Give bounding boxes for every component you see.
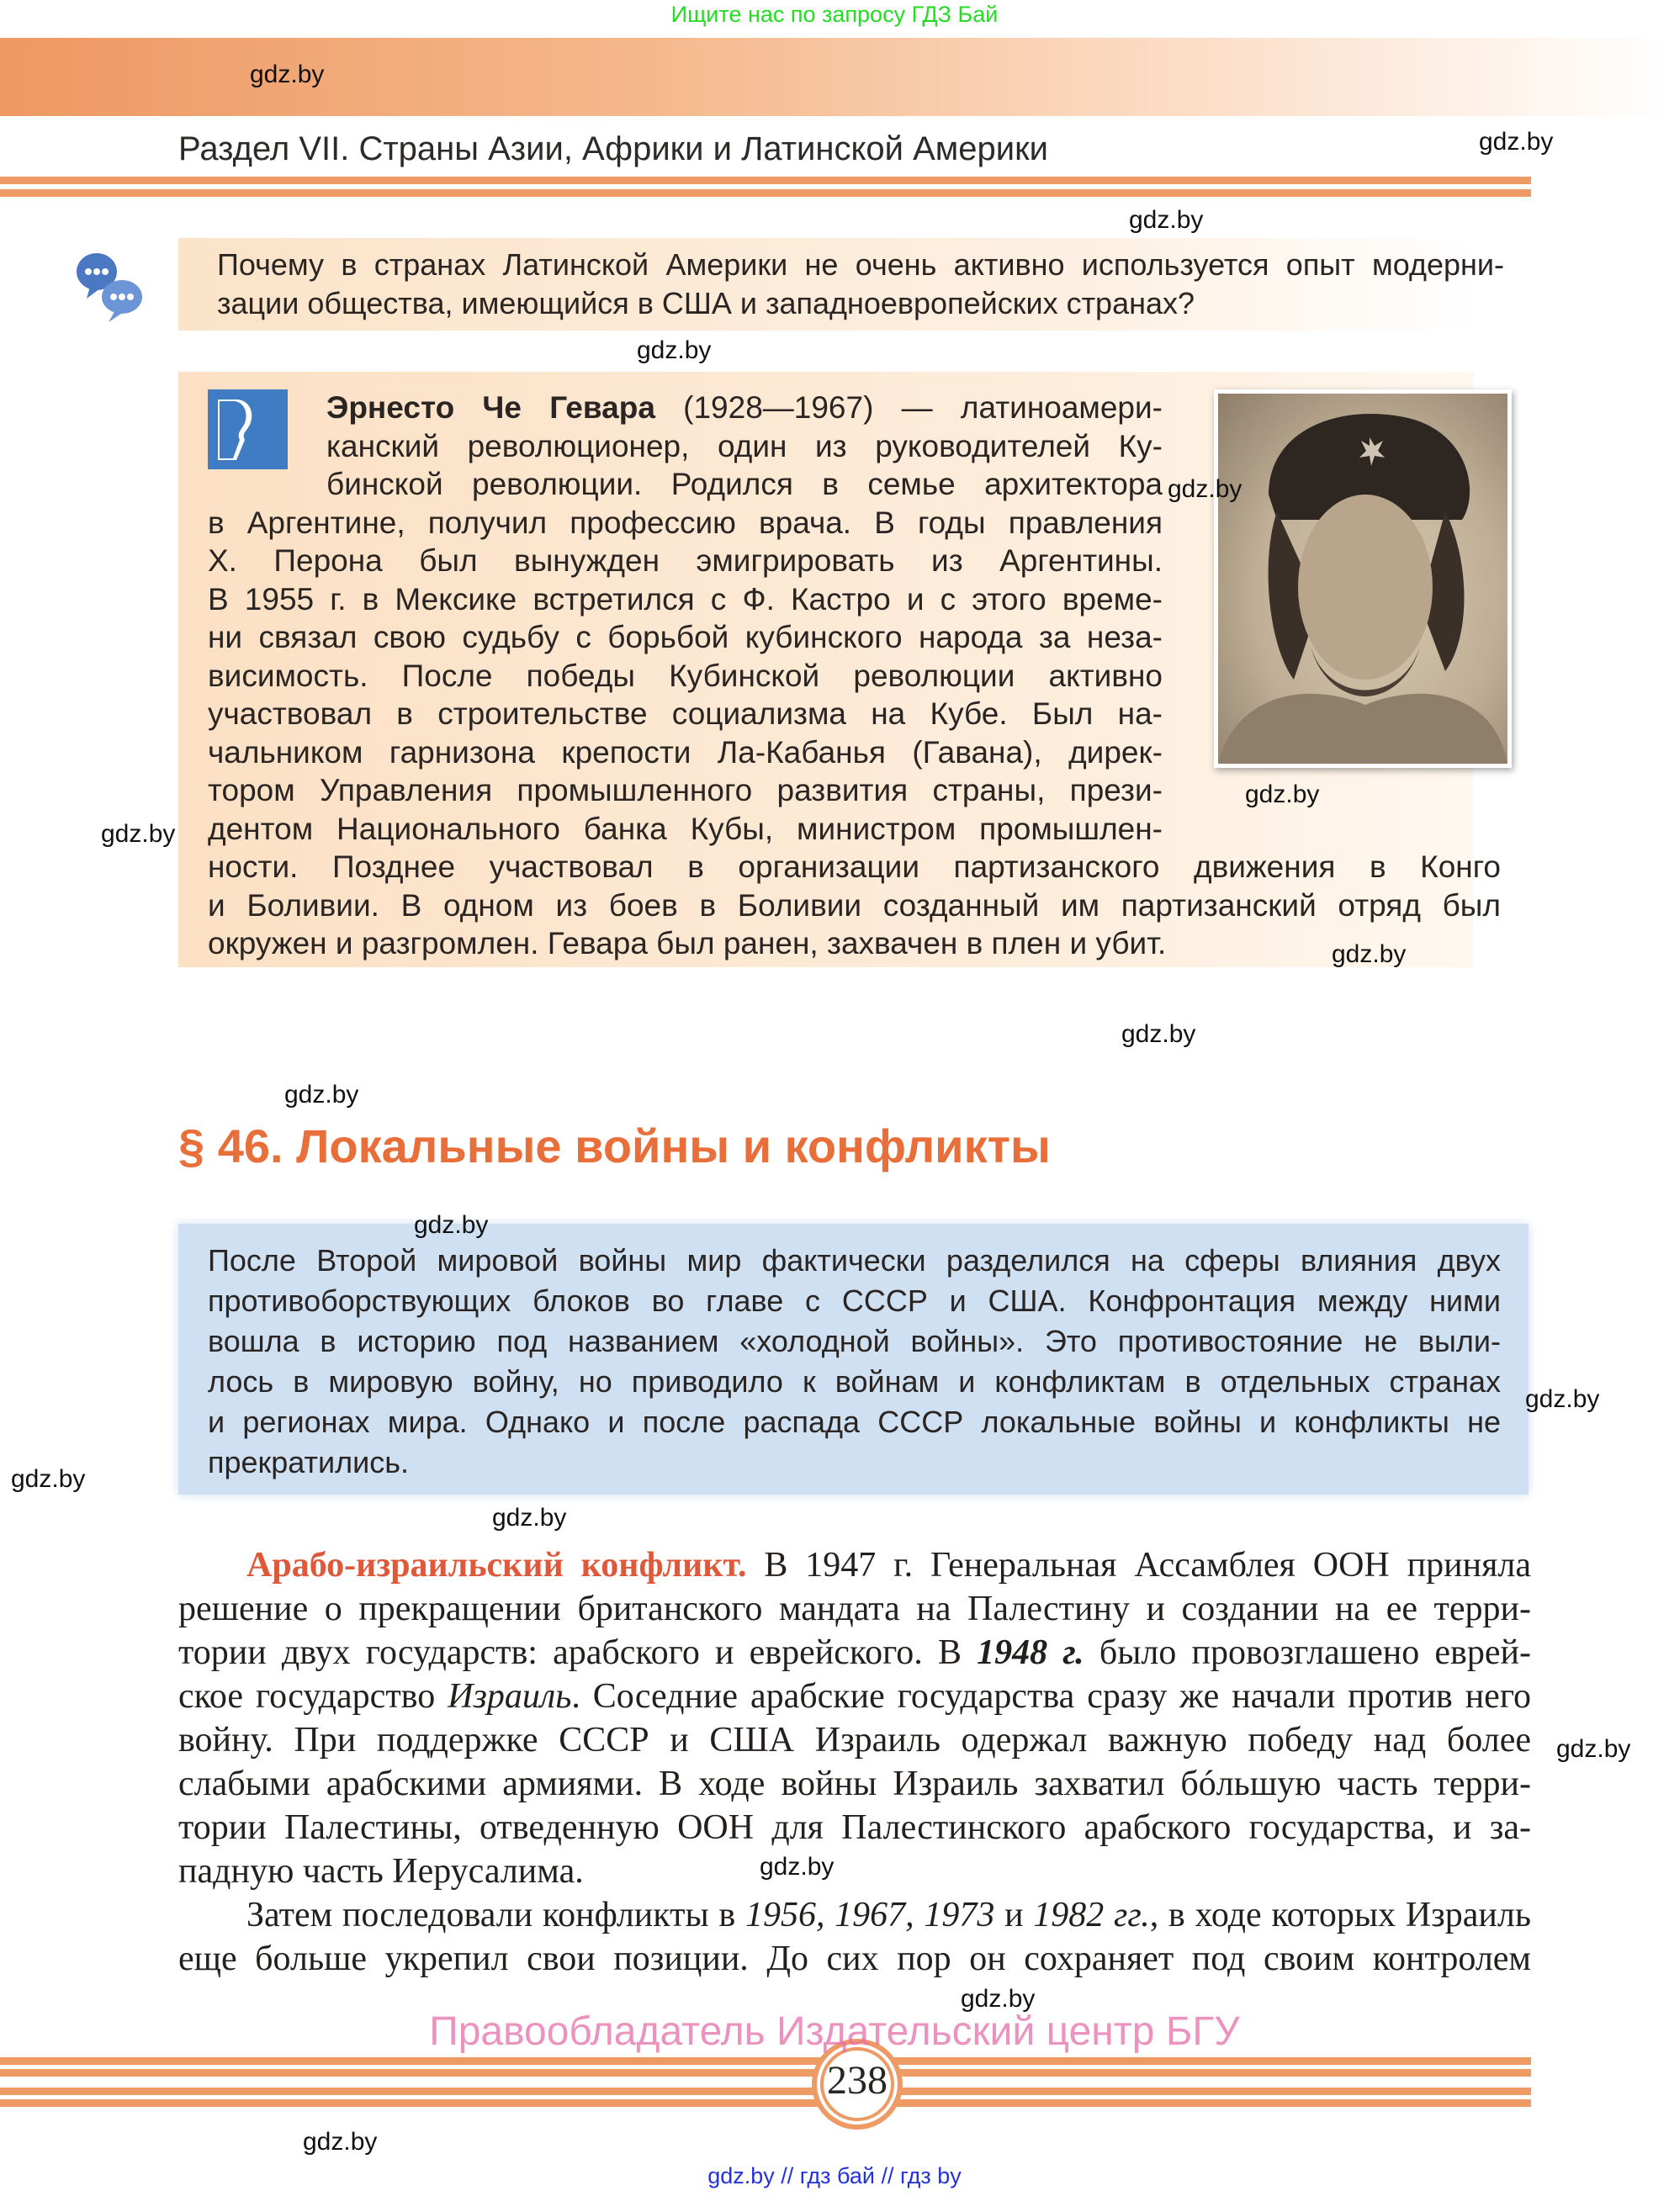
biography-line-text: ни связал свою судьбу с борьбой кубинского народа за неза- xyxy=(208,620,1163,654)
intro-line: лось в мировую войну, но приводило к войнам и конфликтам в отдельных странах xyxy=(208,1364,1501,1399)
biography-line-text: дентом Национального банка Кубы, министром промышлен- xyxy=(208,811,1163,846)
biography-line-text: тором Управления промышленного развития страны, прези- xyxy=(208,773,1163,807)
question-line: зации общества, имеющийся в США и западноевропейских странах? xyxy=(217,286,1195,320)
footer-divider xyxy=(0,2069,1531,2077)
body-text-segment: 1982 гг. xyxy=(1033,1896,1150,1934)
body-line xyxy=(246,1893,1531,1937)
gdz-watermark: gdz.by xyxy=(1479,128,1554,156)
footer-links[interactable]: gdz.by // гдз бай // гдз by xyxy=(707,2163,962,2188)
biography-line xyxy=(208,848,1501,886)
person-profile-icon xyxy=(208,389,288,469)
intro-line: противоборствующих блоков во главе с СССР и США. Конфронтация между ними xyxy=(208,1283,1501,1318)
body-text-segment: 1948 г. xyxy=(977,1633,1084,1672)
body-text-segment: Израиль xyxy=(448,1677,572,1716)
gdz-watermark: gdz.by xyxy=(961,1985,1036,2013)
gdz-watermark: gdz.by xyxy=(284,1081,359,1109)
biography-line-text: окружен и разгромлен. Гевара был ранен, захвачен в плен и убит. xyxy=(208,926,1167,960)
biography-line xyxy=(208,542,1163,579)
paragraph-heading: § 46. Локальные войны и конфликты xyxy=(178,1119,1051,1172)
biography-line-text: (1928—1967) — латиноамери- xyxy=(654,390,1163,425)
body-text-segment: и xyxy=(994,1896,1034,1934)
biography-line-text: Х. Перона был вынужден эмигрировать из Аргентины. xyxy=(208,543,1163,578)
body-line xyxy=(246,1543,1531,1587)
biography-line xyxy=(208,810,1163,848)
question-line: Почему в странах Латинской Америки не очень активно используется опыт модерни- xyxy=(217,247,1504,282)
gdz-watermark: gdz.by xyxy=(637,336,712,364)
biography-line xyxy=(326,465,1163,503)
body-text-segment: Затем последовали конфликты в xyxy=(246,1896,745,1934)
gdz-watermark: gdz.by xyxy=(11,1465,86,1493)
body-text-segment: В 1947 г. Генеральная Ассамблея ООН приняла xyxy=(746,1546,1532,1585)
gdz-watermark: gdz.by xyxy=(250,61,325,88)
body-line xyxy=(178,1850,1531,1893)
biography-line-text: бинской революции. Родился в семье архитектора xyxy=(326,467,1163,501)
discussion-bubbles-icon xyxy=(72,248,149,325)
body-line xyxy=(178,1806,1531,1850)
body-text-segment: было провозглашено еврей- xyxy=(1084,1633,1531,1672)
body-text-segment: слабыми арабскими армиями. В ходе войны Израиль захватил бóльшую часть терри- xyxy=(178,1765,1531,1803)
biography-line-text: висимость. После победы Кубинской революции активно xyxy=(208,658,1163,693)
biography-line xyxy=(326,389,1163,426)
biography-line-text: участвовал в строительстве социализма на Кубе. Был на- xyxy=(208,696,1163,731)
biography-line xyxy=(208,618,1163,656)
biography-line xyxy=(208,733,1163,771)
header-divider xyxy=(0,189,1531,197)
biography-line-text: в Аргентине, получил профессию врача. В годы правления xyxy=(208,505,1163,540)
intro-line: и регионах мира. Однако и после распада СССР локальные войны и конфликты не xyxy=(208,1405,1501,1439)
gdz-watermark: gdz.by xyxy=(1168,475,1242,503)
biography-line-text: ности. Позднее участвовал в организации партизанского движения в Конго xyxy=(208,849,1501,884)
body-text-segment: тории Палестины, отведенную ООН для Палестинского арабского государства, и за- xyxy=(178,1808,1531,1847)
biography-line xyxy=(208,657,1163,695)
biography-line xyxy=(208,695,1163,733)
body-text-segment: еще больше укрепил свои позиции. До сих пор он сохраняет под своим контролем xyxy=(178,1939,1531,1978)
che-guevara-portrait xyxy=(1214,389,1512,768)
gdz-watermark: gdz.by xyxy=(1245,781,1320,808)
gdz-watermark: gdz.by xyxy=(492,1504,567,1532)
gdz-watermark: gdz.by xyxy=(414,1211,489,1239)
body-line xyxy=(178,1631,1531,1675)
biography-line xyxy=(208,504,1163,542)
biography-line xyxy=(208,771,1163,809)
biography-line-text: В 1955 г. в Мексике встретился с Ф. Кастро и с этого време- xyxy=(208,581,1163,617)
body-text-segment: . Соседние арабские государства сразу же начали против него xyxy=(571,1677,1531,1716)
body-text-segment: 1956, 1967, 1973 xyxy=(744,1896,995,1934)
section-title: Раздел VII. Страны Азии, Африки и Латинской Америки xyxy=(178,130,1048,167)
body-text-segment: ское государство xyxy=(178,1677,448,1716)
gdz-watermark: gdz.by xyxy=(1129,206,1204,234)
footer-divider xyxy=(0,2099,1531,2107)
header-divider xyxy=(0,177,1531,184)
gdz-watermark: gdz.by xyxy=(1121,1020,1196,1048)
biography-line xyxy=(326,427,1163,465)
copyright-watermark: Правообладатель Издательский центр БГУ xyxy=(429,2009,1240,2054)
gdz-watermark: gdz.by xyxy=(303,2128,378,2156)
body-line xyxy=(178,1587,1531,1631)
gdz-watermark: gdz.by xyxy=(760,1853,834,1881)
footer-divider xyxy=(0,2057,1531,2065)
biography-line-text: канский революционер, один из руководителей Ку- xyxy=(326,428,1163,463)
biography-line-text: и Боливии. В одном из боев в Боливии созданный им партизанский отряд был xyxy=(208,887,1501,923)
intro-line: После Второй мировой войны мир фактически разделился на сферы влияния двух xyxy=(208,1243,1501,1278)
subsection-title: Арабо-израильский конфликт. xyxy=(246,1546,747,1585)
body-line xyxy=(178,1937,1531,1981)
biography-line xyxy=(208,924,1501,962)
body-line xyxy=(178,1718,1531,1762)
search-hint: Ищите нас по запросу ГДЗ Бай xyxy=(670,2,999,27)
intro-line: вошла в историю под названием «холодной войны». Это противостояние не выли- xyxy=(208,1324,1501,1358)
gdz-watermark: gdz.by xyxy=(1525,1385,1600,1413)
body-text-segment: решение о прекращении британского мандата на Палестину и создании на ее терри- xyxy=(178,1590,1531,1628)
biography-line-text: чальником гарнизона крепости Ла-Кабанья (Гавана), дирек- xyxy=(208,734,1163,770)
body-text-segment: падную часть Иерусалима. xyxy=(178,1852,584,1891)
biography-line xyxy=(208,580,1163,618)
gdz-watermark: gdz.by xyxy=(1556,1735,1631,1763)
body-text-segment: , в ходе которых Израиль xyxy=(1149,1896,1531,1934)
body-line xyxy=(178,1762,1531,1806)
biography-line xyxy=(208,886,1501,924)
body-text-segment: войну. При поддержке СССР и США Израиль одержал важную победу над более xyxy=(178,1721,1531,1760)
gdz-watermark: gdz.by xyxy=(1332,940,1407,968)
footer-divider xyxy=(0,2088,1531,2095)
person-name: Эрнесто Че Гевара xyxy=(326,390,655,425)
body-line xyxy=(178,1675,1531,1718)
question-text xyxy=(217,246,1504,323)
gdz-watermark: gdz.by xyxy=(101,820,176,848)
body-text-segment: тории двух государств: арабского и еврейского. В xyxy=(178,1633,978,1672)
intro-line: прекратились. xyxy=(208,1445,410,1479)
page-number: 238 xyxy=(827,2058,887,2103)
